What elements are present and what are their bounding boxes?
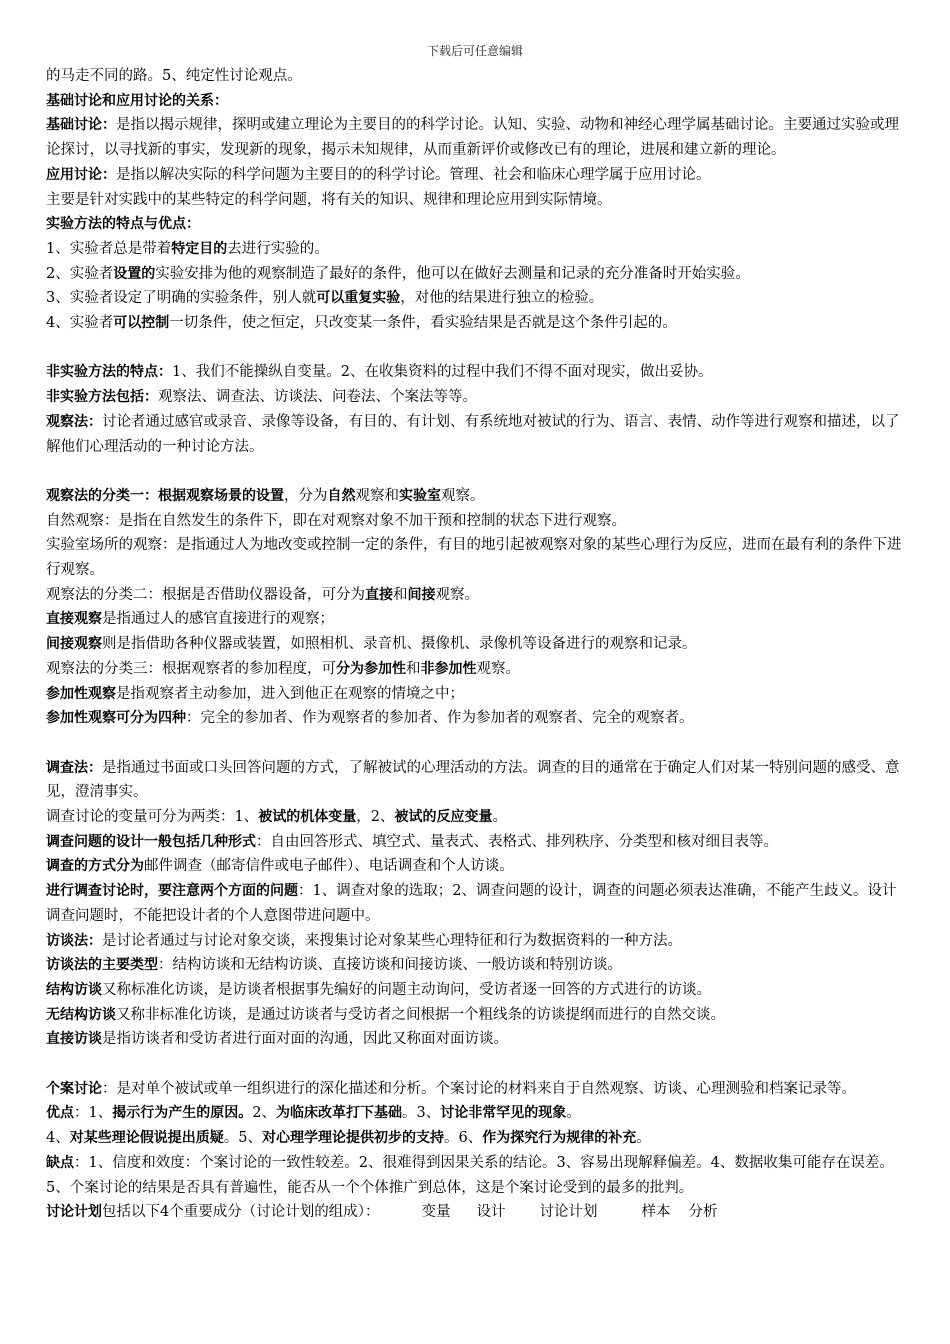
paragraph bbox=[46, 212, 906, 237]
text-run: 去进行实验的。 bbox=[227, 240, 329, 257]
bold-text: 无结构访谈 bbox=[46, 1006, 116, 1023]
paragraph bbox=[46, 1200, 906, 1225]
bold-text: 对某些理论假说提出质疑 bbox=[69, 1130, 224, 1147]
text-run: 。 bbox=[492, 809, 507, 826]
paragraph bbox=[46, 262, 906, 287]
text-run: 调查讨论的变量可分为两类：1、 bbox=[46, 809, 259, 826]
text-run: 4、 bbox=[46, 1130, 70, 1147]
text-run: 和 bbox=[406, 660, 421, 677]
text-run: 。 bbox=[636, 1130, 651, 1147]
paragraph bbox=[46, 607, 906, 632]
paragraph bbox=[46, 113, 906, 162]
text-run: 观察。 bbox=[476, 660, 520, 677]
text-run: 观察。 bbox=[435, 586, 479, 603]
text-run: 主要是针对实践中的某些特定的科学问题，将有关的知识、规律和理论应用到实际情境。 bbox=[46, 191, 612, 208]
paragraph bbox=[46, 1126, 906, 1151]
text-run: 是指以揭示规律，探明或建立理论为主要目的的科学讨论。认知、实验、动物和神经心理学属基础讨论。主要通过实验或理论探讨，以寻找新的事实，发现新的现象，揭示未知规律，从而重新评价或修改已有的理论，进展和建立新的理论。 bbox=[46, 117, 899, 159]
bold-text: 间接 bbox=[407, 586, 436, 603]
bold-text: 访谈法： bbox=[46, 932, 102, 949]
bold-text: 缺点 bbox=[46, 1154, 74, 1171]
text-run: 实验室场所的观察：是指通过人为地改变或控制一定的条件，有目的地引起被观察对象的某些心理行为反应，进而在最有利的条件下进行观察。 bbox=[46, 537, 902, 579]
plan-component: 设计 bbox=[476, 1204, 506, 1221]
text-run: ：1、 bbox=[74, 1105, 113, 1122]
bold-text: 直接访谈 bbox=[46, 1031, 102, 1048]
paragraph bbox=[46, 385, 906, 410]
plan-component: 样本 bbox=[641, 1204, 671, 1221]
paragraph bbox=[46, 854, 906, 879]
paragraph bbox=[46, 89, 906, 114]
text-run: 的马走不同的路。5、纯定性讨论观点。 bbox=[46, 68, 302, 84]
text-run: 。5、 bbox=[223, 1130, 262, 1147]
bold-text: 结构访谈 bbox=[46, 981, 102, 998]
bold-text: 调查的方式分为 bbox=[46, 858, 144, 875]
bold-text: 根据观察场景的设置 bbox=[158, 487, 284, 504]
text-run: 观察和 bbox=[355, 487, 399, 504]
bold-text: 可以控制 bbox=[113, 315, 170, 332]
text-run: 观察。 bbox=[441, 487, 485, 504]
bold-text: 设置的 bbox=[113, 265, 156, 282]
bold-text: 为临床改革打下基础 bbox=[275, 1105, 402, 1122]
bold-text: 讨论计划 bbox=[46, 1204, 102, 1221]
text-run: ：是对单个被试或单一组织进行的深化描述和分析。个案讨论的材料来自于自然观察、访谈、心理测验和档案记录等。 bbox=[102, 1080, 856, 1097]
paragraph bbox=[46, 830, 906, 855]
text-run: 1、实验者总是带着 bbox=[46, 240, 172, 257]
bold-text: 观察法的分类一： bbox=[46, 487, 158, 504]
bold-text: 直接 bbox=[365, 586, 393, 603]
plan-component: 变量 bbox=[421, 1204, 451, 1221]
bold-text: 优点 bbox=[46, 1105, 74, 1122]
bold-text: 被试的反应变量 bbox=[394, 809, 493, 826]
bold-text: 直接观察 bbox=[46, 611, 102, 628]
bold-text: 个案讨论 bbox=[46, 1080, 102, 1097]
paragraph bbox=[46, 682, 906, 707]
text-run: 一切条件，使之恒定，只改变某一条件，看实验结果是否就是这个条件引起的。 bbox=[169, 315, 677, 332]
bold-text: 特定目的 bbox=[171, 240, 228, 257]
bold-text: 揭示行为产生的原因。 bbox=[112, 1105, 253, 1122]
text-run: 是指访谈者和受访者进行面对面的沟通，因此又称面对面访谈。 bbox=[102, 1031, 508, 1048]
text-run: 2、实验者 bbox=[46, 265, 114, 282]
paragraph bbox=[46, 410, 906, 459]
text-run: ：完全的参加者、作为观察者的参加者、作为参加者的观察者、完全的观察者。 bbox=[186, 710, 694, 727]
text-run: 讨论者通过感官或录音、录像等设备，有目的、有计划、有系统地对被试的行为、语言、表情、动作等进行观察和描述，以了解他们心理活动的一种讨论方法。 bbox=[46, 413, 900, 455]
text-run: ：结构访谈和无结构访谈、直接访谈和间接访谈、一般访谈和特别访谈。 bbox=[158, 957, 622, 974]
paragraph bbox=[46, 360, 906, 385]
paragraph bbox=[46, 237, 906, 262]
bold-text: 可以重复实验 bbox=[316, 290, 401, 307]
bold-text: 自然 bbox=[327, 487, 356, 504]
paragraph bbox=[46, 756, 906, 805]
bold-text: 实验室 bbox=[399, 487, 441, 504]
paragraph bbox=[46, 583, 906, 608]
bold-text: 被试的机体变量 bbox=[258, 809, 357, 826]
text-run: ，对他的结果进行独立的检验。 bbox=[400, 290, 604, 307]
text-run: 观察法的分类二：根据是否借助仪器设备，可分为 bbox=[46, 586, 365, 603]
page-header: 下载后可任意编辑 bbox=[426, 44, 523, 58]
bold-text: 讨论非常罕见的现象 bbox=[440, 1105, 567, 1122]
text-run: 观察法的分类三：根据观察者的参加程度，可 bbox=[46, 660, 336, 677]
paragraph bbox=[46, 1077, 906, 1102]
paragraph bbox=[46, 632, 906, 657]
text-run: 是讨论者通过与讨论对象交谈，来搜集讨论对象某些心理特征和行为数据资料的一种方法。 bbox=[102, 932, 682, 949]
blank-line bbox=[46, 336, 906, 361]
paragraph bbox=[46, 1003, 906, 1028]
bold-text: 非参加性 bbox=[420, 660, 477, 677]
text-run: 是指通过书面或口头回答问题的方式，了解被试的心理活动的方法。调查的目的通常在于确定人们对某一特别问题的感受、意见，澄清事实。 bbox=[46, 759, 900, 801]
bold-text: 参加性观察可分为四种 bbox=[46, 710, 186, 727]
text-run: 和 bbox=[393, 586, 408, 603]
text-run: 邮件调查（邮寄信件或电子邮件）、电话调查和个人访谈。 bbox=[144, 858, 514, 875]
text-run: 包括以下4个重要成分（讨论计划的组成）： bbox=[102, 1204, 380, 1221]
bold-text: 基础讨论： bbox=[46, 117, 116, 134]
text-run: ：1、信度和效度：个案讨论的一致性较差。2、很难得到因果关系的结论。3、容易出现解释偏差。4、数据收集可能存在误差。5、个案讨论的结果是否具有普遍性，能否从一个个体推广到总体，这是个案讨论受到的最多的批判。 bbox=[46, 1154, 894, 1196]
bold-text: 访谈法的主要类型 bbox=[46, 957, 158, 974]
paragraph bbox=[46, 1027, 906, 1052]
paragraph bbox=[46, 163, 906, 188]
blank-line bbox=[46, 459, 906, 484]
paragraph bbox=[46, 484, 906, 509]
bold-text: 调查问题的设计一般包括几种形式 bbox=[46, 833, 256, 850]
bold-text: 对心理学理论提供初步的支持 bbox=[261, 1130, 444, 1147]
text-run: 又称非标准化访谈，是通过访谈者与受访者之间根据一个粗线条的访谈提纲而进行的自然交谈。 bbox=[116, 1006, 725, 1023]
text-run: 是指观察者主动参加，进入到他正在观察的情境之中； bbox=[116, 685, 464, 702]
text-run: 1、我们不能操纵自变量。2、在收集资料的过程中我们不得不面对现实，做出妥协。 bbox=[172, 364, 713, 381]
paragraph bbox=[46, 188, 906, 213]
paragraph bbox=[46, 64, 906, 89]
paragraph bbox=[46, 978, 906, 1003]
plan-component: 讨论计划 bbox=[539, 1204, 598, 1221]
bold-text: 参加性观察 bbox=[46, 685, 116, 702]
text-run: 观察法、调查法、访谈法、问卷法、个案法等等。 bbox=[158, 389, 477, 406]
text-run: 自然观察：是指在自然发生的条件下，即在对观察对象不加干预和控制的状态下进行观察。 bbox=[46, 512, 626, 529]
paragraph bbox=[46, 286, 906, 311]
bold-text: 间接观察 bbox=[46, 636, 102, 653]
paragraph bbox=[46, 879, 906, 928]
bold-text: 实验方法的特点与优点： bbox=[46, 216, 200, 233]
bold-text: 进行调查讨论时，要注意两个方面的问题 bbox=[46, 883, 298, 900]
paragraph bbox=[46, 533, 906, 582]
text-run: 是指通过人的感官直接进行的观察； bbox=[102, 611, 334, 628]
bold-text: 非实验方法的特点： bbox=[46, 364, 172, 381]
bold-text: 观察法： bbox=[46, 413, 102, 430]
text-run: 则是指借助各种仪器或装置，如照相机、录音机、摄像机、录像机等设备进行的观察和记录。 bbox=[102, 636, 697, 653]
paragraph bbox=[46, 657, 906, 682]
paragraph bbox=[46, 953, 906, 978]
text-run: 。 bbox=[566, 1105, 581, 1122]
text-run: 4、实验者 bbox=[46, 315, 114, 332]
text-run: 2、 bbox=[252, 1105, 276, 1122]
paragraph bbox=[46, 1151, 906, 1200]
paragraph bbox=[46, 929, 906, 954]
text-run: 。6、 bbox=[443, 1130, 483, 1147]
text-run: 是指以解决实际的科学问题为主要目的的科学讨论。管理、社会和临床心理学属于应用讨论。 bbox=[116, 166, 711, 183]
text-run: ，分为 bbox=[284, 487, 328, 504]
bold-text: 调查法： bbox=[46, 759, 102, 776]
text-run: 实验安排为他的观察制造了最好的条件，他可以在做好去测量和记录的充分准备时开始实验。 bbox=[155, 265, 750, 282]
bold-text: 作为探究行为规律的补充 bbox=[482, 1130, 637, 1147]
blank-line bbox=[46, 731, 906, 756]
text-run: ：自由回答形式、填空式、量表式、表格式、排列秩序、分类型和核对细目表等。 bbox=[256, 833, 778, 850]
bold-text: 应用讨论： bbox=[46, 166, 116, 183]
bold-text: 分为参加性 bbox=[336, 660, 406, 677]
text-run: 。3、 bbox=[401, 1105, 441, 1122]
paragraph bbox=[46, 706, 906, 731]
bold-text: 非实验方法包括： bbox=[46, 389, 158, 406]
text-run: ，2、 bbox=[356, 809, 395, 826]
bold-text: 基础讨论和应用讨论的关系： bbox=[46, 92, 228, 109]
text-run: 3、实验者设定了明确的实验条件，别人就 bbox=[46, 290, 317, 307]
document-body bbox=[46, 64, 906, 1225]
paragraph bbox=[46, 311, 906, 336]
text-run: ：1、调查对象的选取；2、调查问题的设计，调查的问题必须表达准确，不能产生歧义。设计调查问题时，不能把设计者的个人意图带进问题中。 bbox=[46, 883, 897, 924]
paragraph bbox=[46, 509, 906, 534]
plan-component: 分析 bbox=[688, 1204, 718, 1221]
blank-line bbox=[46, 1052, 906, 1077]
paragraph bbox=[46, 805, 906, 830]
paragraph bbox=[46, 1101, 906, 1126]
text-run: 又称标准化访谈，是访谈者根据事先编好的问题主动询问，受访者逐一回答的方式进行的访谈。 bbox=[102, 981, 711, 998]
